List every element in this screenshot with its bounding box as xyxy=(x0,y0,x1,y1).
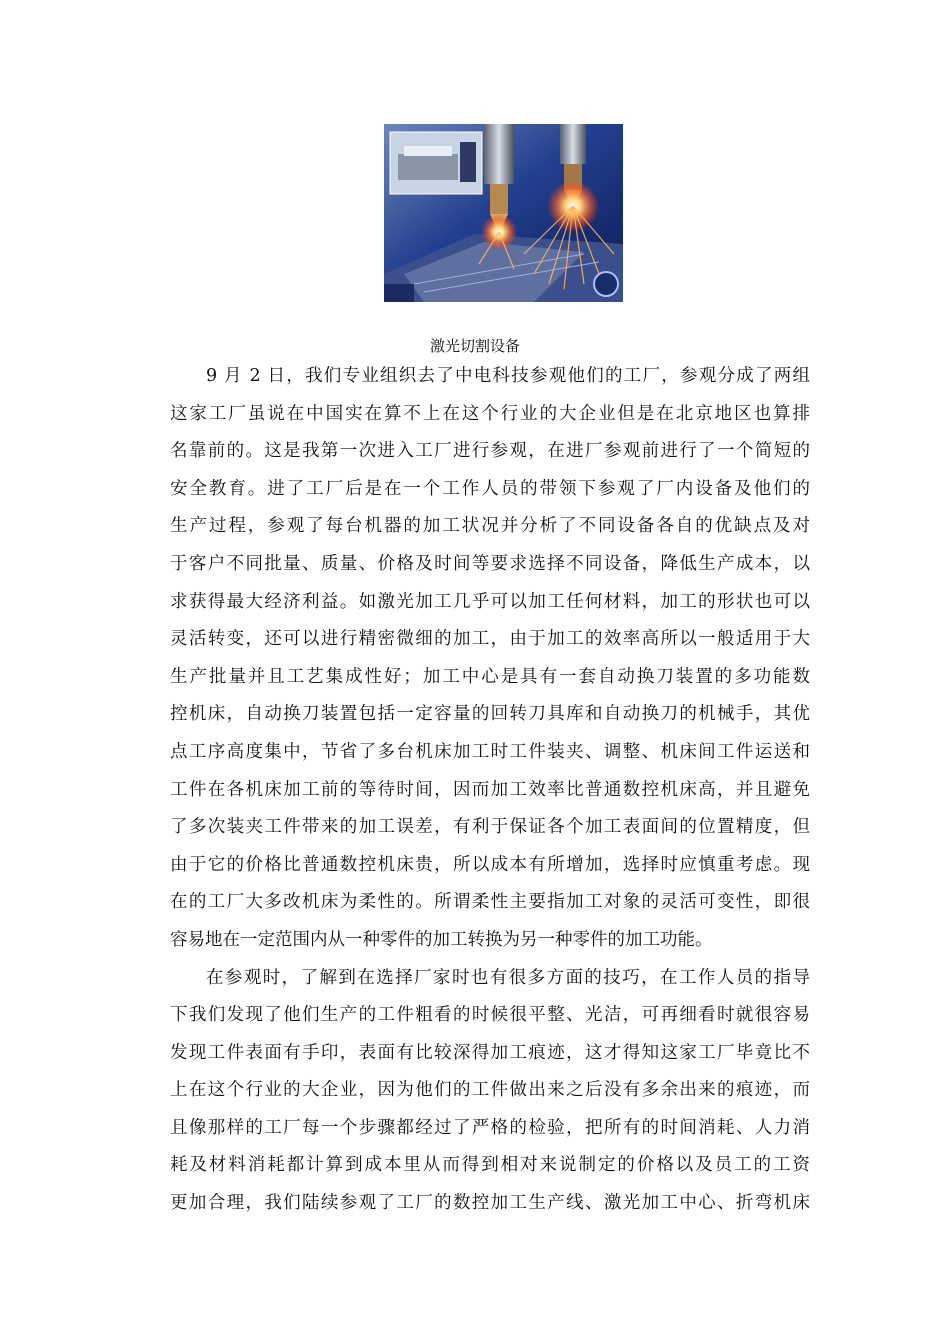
text-line: 在的工厂大多改机床为柔性的。所谓柔性主要指加工对象的灵活可变性，即很 xyxy=(170,892,810,913)
figure-caption: 激光切割设备 xyxy=(429,337,520,355)
text-line: 点工序高度集中，节省了多台机床加工时工件装夹、调整、机床间工件运送和 xyxy=(170,741,810,762)
text-line: 了多次装夹工件带来的加工误差，有利于保证各个加工表面间的位置精度，但 xyxy=(170,817,810,838)
text-line: 由于它的价格比普通数控机床贵，所以成本有所增加，选择时应慎重考虑。现 xyxy=(170,854,810,875)
text-line: 灵活转变，还可以进行精密微细的加工，由于加工的效率高所以一般适用于大 xyxy=(170,629,810,650)
text-line: 容易地在一定范围内从一种零件的加工转换为另一种零件的加工功能。 xyxy=(170,929,713,950)
text-line: 耗及材料消耗都计算到成本里从而得到相对来说制定的价格以及员工的工资 xyxy=(170,1155,810,1176)
text-line: 安全教育。进了工厂后是在一个工作人员的带领下参观了厂内设备及他们的 xyxy=(170,478,810,499)
text-line: 发现工件表面有手印，表面有比较深得加工痕迹，这才得知这家工厂毕竟比不 xyxy=(170,1042,810,1063)
text-line: 名靠前的。这是我第一次进入工厂进行参观，在进厂参观前进行了一个简短的 xyxy=(170,441,810,462)
paragraph-2 xyxy=(170,960,810,1223)
paragraph-1 xyxy=(170,358,810,960)
text-line: 生产批量并且工艺集成性好；加工中心是具有一套自动换刀装置的多功能数 xyxy=(170,666,810,687)
text-line: 这家工厂虽说在中国实在算不上在这个行业的大企业但是在北京地区也算排 xyxy=(170,403,810,424)
laser-cutting-photo xyxy=(384,124,623,302)
text-line: 生产过程，参观了每台机器的加工状况并分析了不同设备各自的优缺点及对 xyxy=(170,516,810,537)
text-line: 9 月 2 日，我们专业组织去了中电科技参观他们的工厂，参观分成了两组 xyxy=(206,366,810,386)
text-line: 工件在各机床加工前的等待时间，因而加工效率比普通数控机床高，并且避免 xyxy=(170,779,810,800)
text-line: 求获得最大经济利益。如激光加工几乎可以加工任何材料，加工的形状也可以 xyxy=(170,591,810,612)
body-text xyxy=(170,358,810,1223)
text-line: 更加合理，我们陆续参观了工厂的数控加工生产线、激光加工中心、折弯机床 xyxy=(170,1193,810,1214)
text-line: 上在这个行业的大企业，因为他们的工件做出来之后没有多余出来的痕迹，而 xyxy=(170,1080,810,1101)
text-line: 控机床，自动换刀装置包括一定容量的回转刀具库和自动换刀的机械手，其优 xyxy=(170,704,810,725)
text-line: 在参观时，了解到在选择厂家时也有很多方面的技巧，在工作人员的指导 xyxy=(206,967,810,988)
text-line: 于客户不同批量、质量、价格及时间等要求选择不同设备，降低生产成本，以 xyxy=(170,553,810,574)
text-line: 下我们发现了他们生产的工件粗看的时候很平整、光洁，可再细看时就很容易 xyxy=(170,1005,810,1026)
laser-cutting-illustration xyxy=(384,124,623,302)
text-line: 且像那样的工厂每一个步骤都经过了严格的检验，把所有的时间消耗、人力消 xyxy=(170,1117,810,1138)
